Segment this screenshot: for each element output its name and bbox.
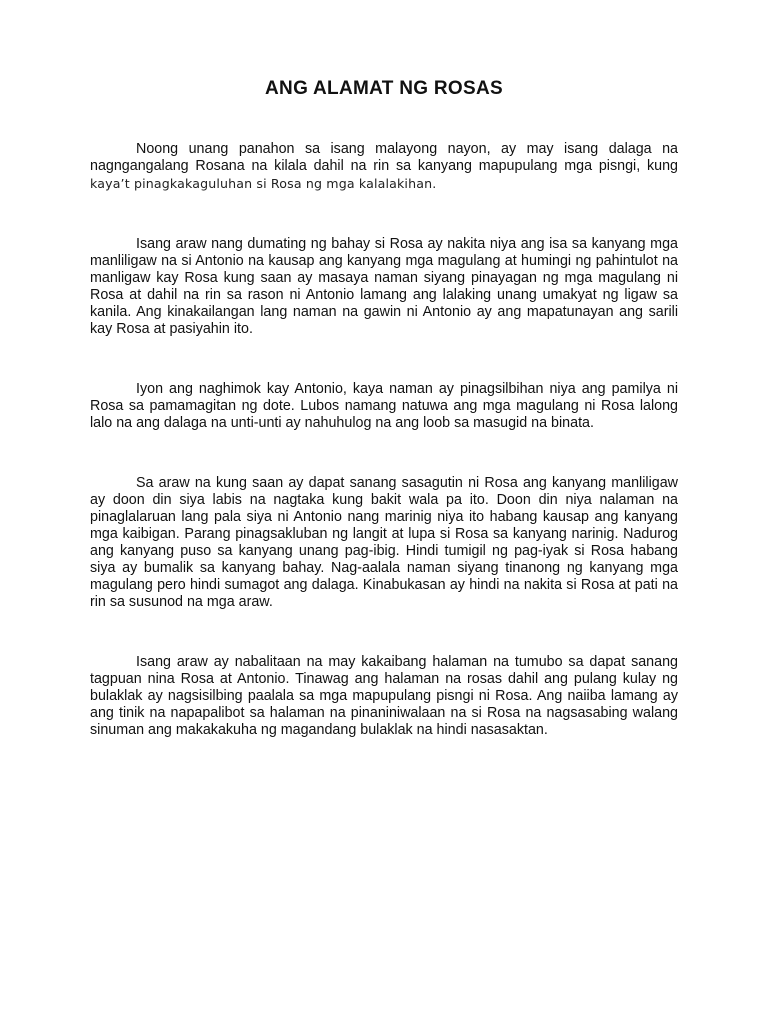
paragraph-3 — [90, 381, 678, 432]
paragraph-2 — [90, 236, 678, 338]
document-body — [90, 141, 678, 782]
paragraph-1-tail-text: kaya’t pinagkakaguluhan si Rosa ng mga kalalakihan. — [90, 176, 437, 191]
paragraph-2-text: Isang araw nang dumating ng bahay si Rosa ay nakita niya ang isa sa kanyang mga manliligaw na si Antonio na kausap ang kanyang mga magulang at humingi ng pahintulot na manligaw kay Rosa kung saan ay masaya naman siyang pinayagan ng mga magulang ni Rosa at dahil na rin sa rason ni Antonio lamang ang lalaking unang umakyat ng ligaw sa kanila. Ang kinakailangan lang naman na gawin ni Antonio ay ang mapatunayan ang sarili kay Rosa at pasiyahin ito. — [90, 236, 678, 337]
paragraph-3-text: Iyon ang naghimok kay Antonio, kaya naman ay pinagsilbihan niya ang pamilya ni Rosa sa pamamagitan ng dote. Lubos namang natuwa ang mga magulang ni Rosa lalong lalo na ang dalaga na unti-unti ay nahuhulog na ang loob sa masugid na binata. — [90, 381, 678, 431]
paragraph-1-text: Noong unang panahon sa isang malayong nayon, ay may isang dalaga na nagngangalang Rosana na kilala dahil na rin sa kanyang mapupulang mga pisngi, kung — [90, 141, 678, 174]
paragraph-5 — [90, 654, 678, 739]
paragraph-1 — [90, 141, 678, 193]
paragraph-4-text: Sa araw na kung saan ay dapat sanang sasagutin ni Rosa ang kanyang manliligaw ay doon din siya labis na nagtaka kung bakit wala pa ito. Doon din niya nalaman na pinaglalaruan lang pala siya ni Antonio nang marinig niya ito habang kausap ang kanyang mga kaibigan. Parang pinagsakluban ng langit at lupa si Rosa sa kanyang narinig. Nadurog ang kanyang puso sa kanyang unang pag-ibig. Hindi tumigil ng pag-iyak si Rosa habang siya ay bumalik sa kanyang bahay. Nag-aalala naman siyang tinanong ng kanyang mga magulang pero hindi sumagot ang dalaga. Kinabukasan ay hindi na nakita si Rosa at pati na rin sa susunod na mga araw. — [90, 475, 678, 610]
paragraph-5-text: Isang araw ay nabalitaan na may kakaibang halaman na tumubo sa dapat sanang tagpuan nina Rosa at Antonio. Tinawag ang halaman na rosas dahil ang pulang kulay ng bulaklak ay nagsisilbing paalala sa mga mapupulang pisngi ni Rosa. Ang naiiba lamang ay ang tinik na napapalibot sa halaman na pinaniniwalaan na si Rosa na nagsasabing walang sinuman ang makakakuha ng magandang bulaklak na hindi nasasaktan. — [90, 654, 678, 738]
document-title: ANG ALAMAT NG ROSAS — [265, 78, 503, 99]
paragraph-4 — [90, 475, 678, 611]
